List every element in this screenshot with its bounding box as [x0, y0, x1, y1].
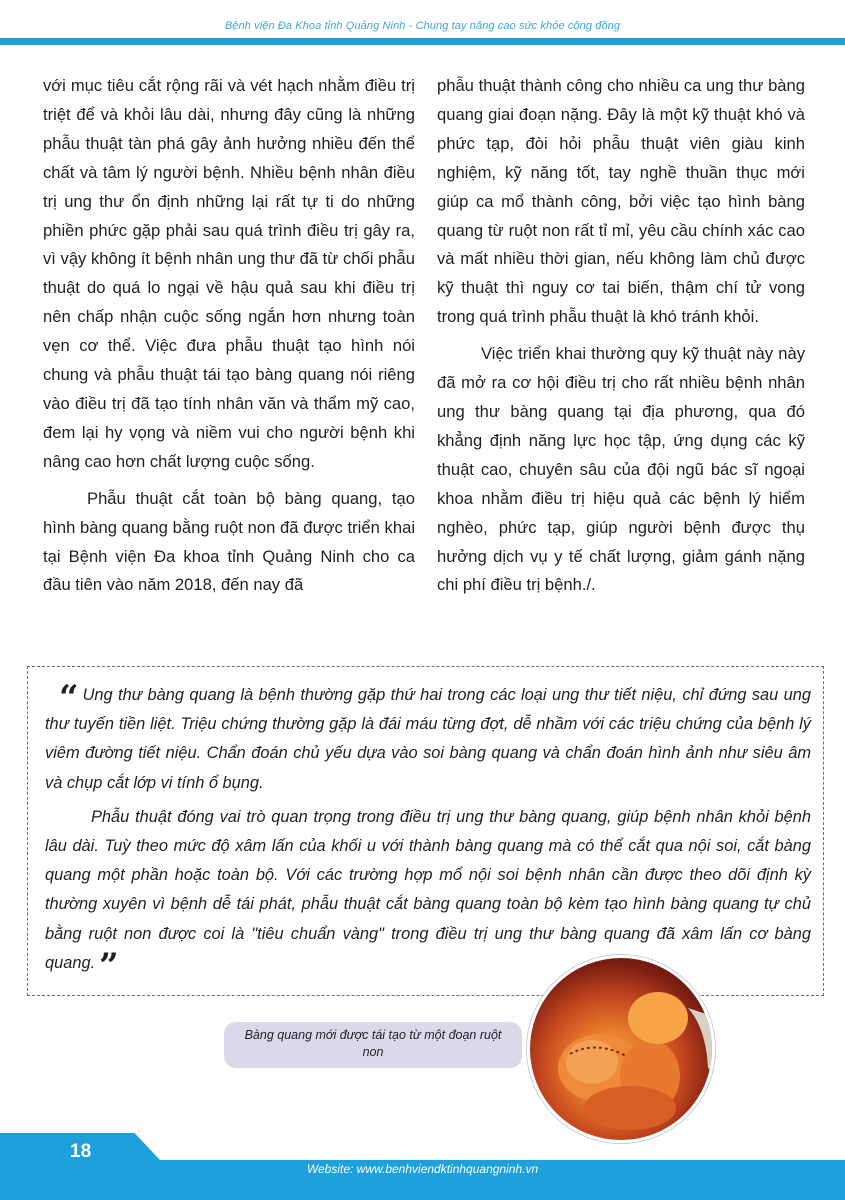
article-paragraph: phẫu thuật thành công cho nhiều ca ung thư bàng quang giai đoạn nặng. Đây là một kỹ thuật khó và phức tạp, đòi hỏi phẫu thuật viên giàu kinh nghiệm, kỹ năng tốt, tay nghề thuần thục mới giúp ca mổ thành công, bởi việc tạo hình bàng quang từ ruột non rất tỉ mỉ, yêu cầu chính xác cao và mất nhiều thời gian, nếu không làm chủ được kỹ thuật thì nguy cơ tai biến, thậm chí tử vong trong quá trình phẫu thuật là khó tránh khỏi. — [437, 76, 805, 327]
quote-text — [45, 678, 811, 986]
article-column-right — [437, 72, 805, 600]
figure-caption: Bàng quang mới được tái tạo từ một đoạn ruột non — [224, 1022, 522, 1068]
article-paragraph: với mục tiêu cắt rộng rãi và vét hạch nhằm điều trị triệt để và khỏi lâu dài, nhưng đây cũng là những phẫu thuật tàn phá gây ảnh hưởng nhiều đến thể chất và tâm lý người bệnh. Nhiều bệnh nhân điều trị ung thư ổn định những lại rất tự ti do những phiền phức gặp phải sau quá trình điều trị gây ra, vì vậy không ít bệnh nhân ung thư đã từ chối phẫu thuật do quá lo ngại về hậu quả sau khi điều trị nên chấp nhận cuộc sống ngắn hơn nhưng toàn vẹn cơ thể. Việc đưa phẫu thuật tạo hình nói chung và phẫu thuật tái tạo bàng quang nói riêng vào điều trị đã tạo tính nhân văn và thẩm mỹ cao, đem lại hy vọng và niềm vui cho người bệnh khi nâng cao hơn chất lượng cuộc sống. — [43, 76, 415, 471]
surgery-photo-illustration — [530, 958, 715, 1143]
header-tagline: Bệnh viện Đa Khoa tỉnh Quảng Ninh - Chung tay nâng cao sức khỏe cộng đồng — [224, 20, 621, 32]
close-quote-icon: ” — [99, 945, 119, 986]
open-quote-icon: “ — [59, 678, 79, 718]
quote-paragraph — [45, 678, 811, 798]
footer-website: Website: www.benhviendktinhquangninh.vn — [306, 1162, 539, 1176]
surgery-photo — [527, 955, 715, 1143]
page-number: 18 — [70, 1141, 92, 1162]
article-paragraph: Việc triển khai thường quy kỹ thuật này này đã mở ra cơ hội điều trị cho rất nhiều bệnh nhân ung thư bàng quang tại địa phương, qua đó khẳng định năng lực học tập, ứng dụng các kỹ thuật cao, chuyên sâu của đội ngũ bác sĩ ngoại khoa nhằm điều trị hiệu quả các bệnh lý hiểm nghèo, phức tạp, giúp người bệnh được thụ hưởng dịch vụ y tế chất lượng, giảm gánh nặng chi phí điều trị bệnh./. — [437, 344, 805, 595]
header-bar — [0, 38, 845, 45]
quote-paragraph — [45, 803, 811, 986]
quote-box — [27, 666, 824, 996]
quote-paragraph-text: Ung thư bàng quang là bệnh thường gặp thứ hai trong các loại ung thư tiết niệu, chỉ đứng sau ung thư tuyến tiền liệt. Triệu chứng thường gặp là đái máu từng đợt, dễ nhầm với các triệu chứng của bệnh lý viêm đường tiết niệu. Chẩn đoán chủ yếu dựa vào soi bàng quang và chẩn đoán hình ảnh như siêu âm và chụp cắt lớp vi tính ổ bụng. — [45, 686, 811, 792]
article-paragraph: Phẫu thuật cắt toàn bộ bàng quang, tạo hình bàng quang bằng ruột non đã được triển khai tại Bệnh viện Đa khoa tỉnh Quảng Ninh cho ca đầu tiên vào năm 2018, đến nay đã — [43, 488, 415, 595]
quote-paragraph-text: Phẫu thuật đóng vai trò quan trọng trong điều trị ung thư bàng quang, giúp bệnh nhân khỏi bệnh lâu dài. Tuỳ theo mức độ xâm lấn của khối u với thành bàng quang mà có thể cắt qua nội soi, cắt bàng quang một phần hoặc toàn bộ. Với các trường hợp mổ nội soi bệnh nhân cần được theo dõi định kỳ thường xuyên vì bệnh dễ tái phát, phẫu thuật cắt bàng quang toàn bộ kèm tạo hình bàng quang tự chủ bằng ruột non được coi là "tiêu chuẩn vàng" trong điều trị ung thư bàng quang đã xâm lấn cơ bàng quang. — [45, 807, 811, 972]
article-column-left — [43, 72, 415, 600]
